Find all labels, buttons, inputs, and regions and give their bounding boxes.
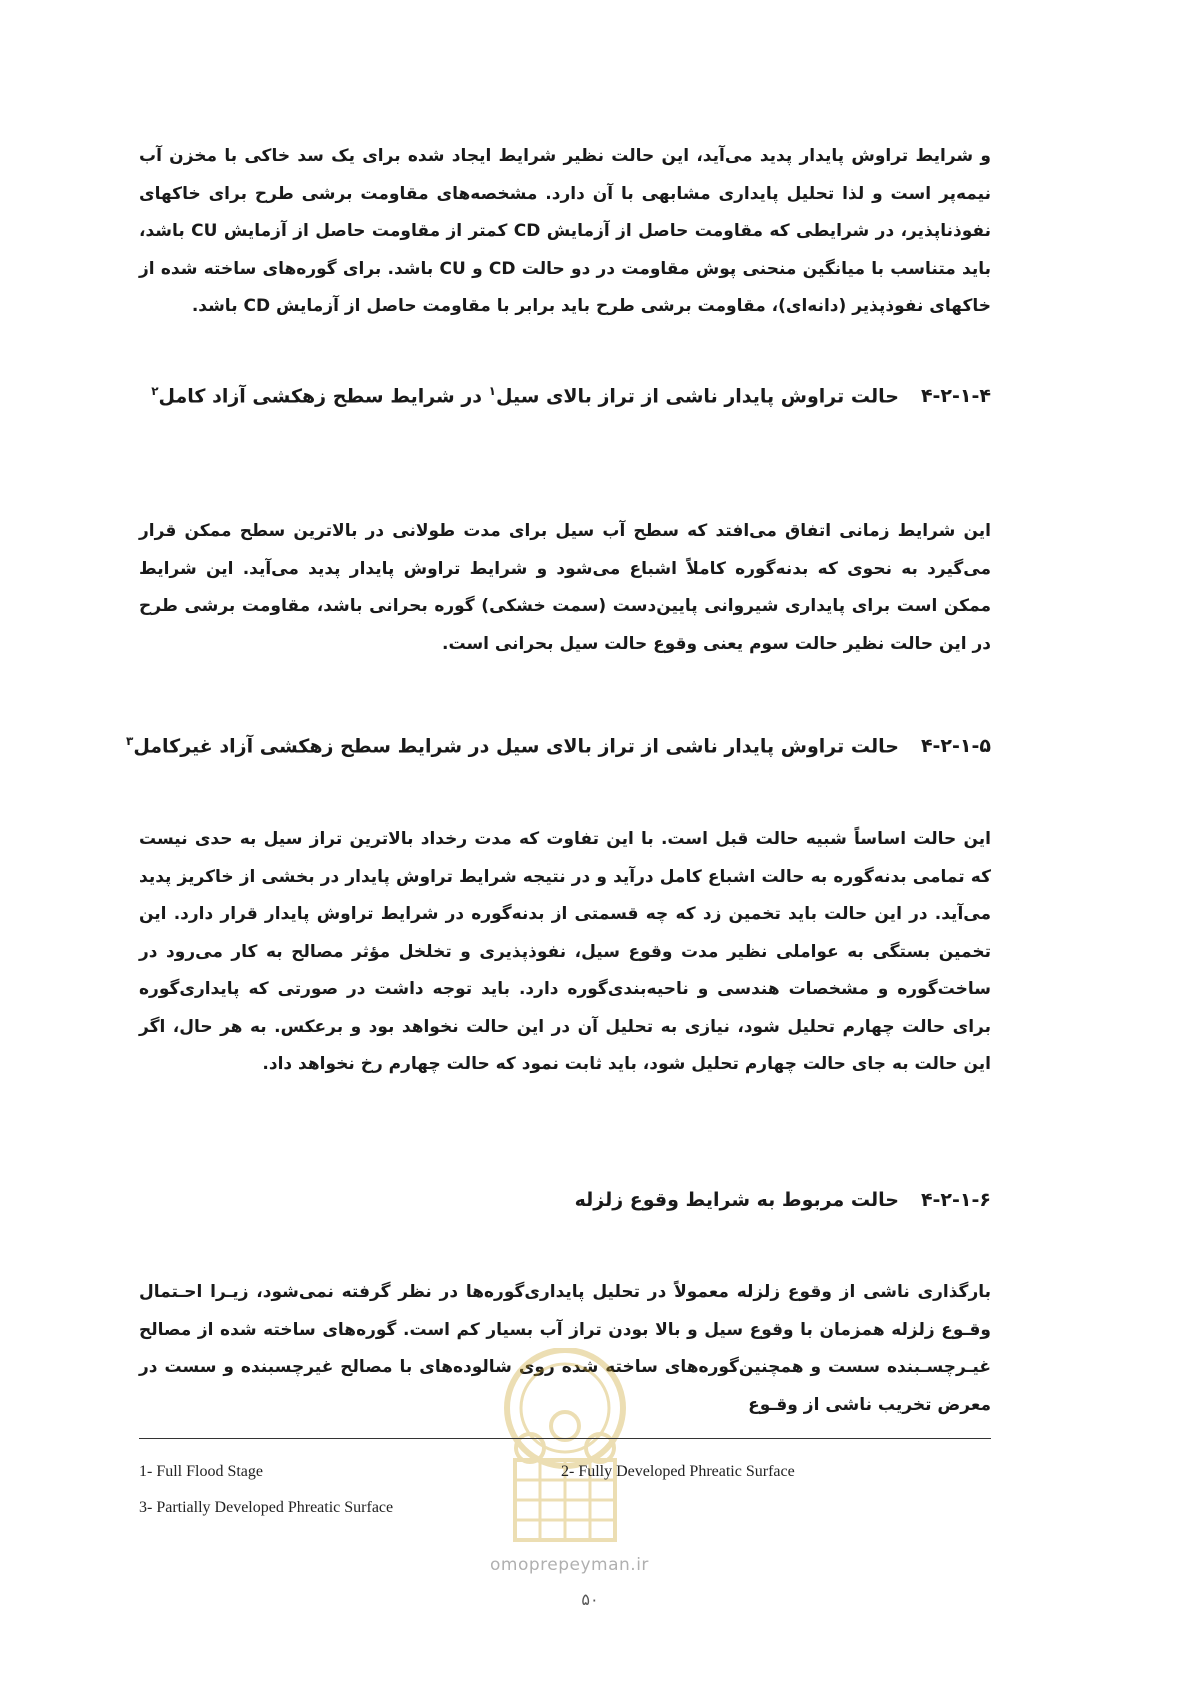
paragraph-text: این شرایط زمانی اتفاق می‌افتد که سطح آب سیل برای مدت طولانی در بالاترین سطح ممکن قرار می‌گیرد به نحوی که بدنه‌گوره کاملاً اشباع می‌شود و شرایط تراوش پایدار پدید می‌آید. این شرایط ممکن است برای پایداری شیروانی پایین‌دست (سمت خشکی) گوره بحرانی باشد، مقاومت برشی طرح در این حالت نظیر حالت سوم یعنی وقوع حالت سیل بحرانی است.	[139, 521, 991, 654]
footnote-ref: ۳	[126, 734, 134, 748]
section-title-cont: در شرایط سطح زهکشی آزاد کامل	[158, 385, 489, 408]
page-number: ۵۰	[581, 1590, 599, 1609]
footnote-2: 2- Fully Developed Phreatic Surface	[561, 1463, 795, 1480]
section-number: ۴-۲-۱-۴	[920, 385, 991, 408]
watermark-seal-icon	[490, 1348, 640, 1558]
watermark-url: omoprepeyman.ir	[490, 1555, 649, 1575]
section-heading-4-2-1-6	[575, 1189, 991, 1211]
section-title: حالت تراوش پایدار ناشی از تراز بالای سیل	[495, 385, 899, 408]
paragraph-text: و شرایط تراوش پایدار پدید می‌آید، این حالت نظیر شرایط ایجاد شده برای یک سد خاکی با مخزن آب نیمه‌پر است و لذا تحلیل پایداری مشابهی با آن دارد. مشخصه‌های مقاومت برشی طرح برای خاکهای نفوذناپذیر، در شرایطی که مقاومت حاصل از آزمایش CD کمتر از مقاومت حاصل از آزمایش CU باشد، باید متناسب با میانگین منحنی پوش مقاومت در دو حالت CD و CU باشد. برای گوره‌های ساخته شده از خاکهای نفوذپذیر (دانه‌ای)، مقاومت برشی طرح باید برابر با مقاومت حاصل از آزمایش CD باشد.	[139, 146, 992, 316]
section-title: حالت مربوط به شرایط وقوع زلزله	[574, 1189, 899, 1211]
section-heading-4-2-1-5	[126, 734, 991, 757]
paragraph-text: این حالت اساساً شبیه حالت قبل است. با این تفاوت که مدت رخداد بالاترین تراز سیل به حدی نیست که تمامی بدنه‌گوره به حالت اشباع کامل درآید و در نتیجه شرایط تراوش پایدار در بخشی از خاکریز پدید می‌آید. در این حالت باید تخمین زد که چه قسمتی از بدنه‌گوره در شرایط تراوش پایدار قرار دارد. این تخمین بستگی به عواملی نظیر مدت وقوع سیل، نفوذپذیری و تخلخل مؤثر مصالح به کار می‌رود در ساخت‌گوره و مشخصات هندسی و ناحیه‌بندی‌گوره دارد. باید توجه داشت در صورتی که پایداری‌گوره برای حالت چهارم تحلیل شود، نیازی به تحلیل آن در این حالت نخواهد بود و برعکس. به هر حال، اگر این حالت به جای حالت چهارم تحلیل شود، باید ثابت نمود که حالت چهارم رخ نخواهد داد.	[139, 829, 991, 1074]
section-number: ۴-۲-۱-۶	[920, 1189, 991, 1211]
section-title: حالت تراوش پایدار ناشی از تراز بالای سیل در شرایط سطح زهکشی آزاد غیرکامل	[133, 735, 899, 758]
footnote-ref: ۲	[151, 384, 159, 398]
section-heading-4-2-1-4	[151, 384, 991, 407]
footnote-ref: ۱	[488, 384, 496, 398]
footnote-3: 3- Partially Developed Phreatic Surface	[139, 1499, 394, 1516]
paragraph-text: بارگذاری ناشی از وقوع زلزله معمولاً در تحلیل پایداری‌گوره‌ها در نظر گرفته نمی‌شود، زیـرا احـتمال وقـوع زلزله همزمان با وقوع سیل و بالا بودن تراز آب بسیار کم است. گوره‌های ساخته شده از مصالح غیـرچسـبنده سست و همچنین‌گوره‌های ساخته شده روی شالوده‌های با مصالح غیرچسبنده و سست در معرض تخریب ناشی از وقـوع	[139, 1282, 991, 1415]
paragraph-intro	[139, 138, 991, 326]
section-number: ۴-۲-۱-۵	[920, 735, 991, 758]
paragraph-full-drainage	[139, 513, 991, 663]
footnote-1: 1- Full Flood Stage	[139, 1463, 264, 1480]
footnote-divider	[139, 1438, 991, 1439]
paragraph-partial-drainage	[139, 821, 991, 1084]
